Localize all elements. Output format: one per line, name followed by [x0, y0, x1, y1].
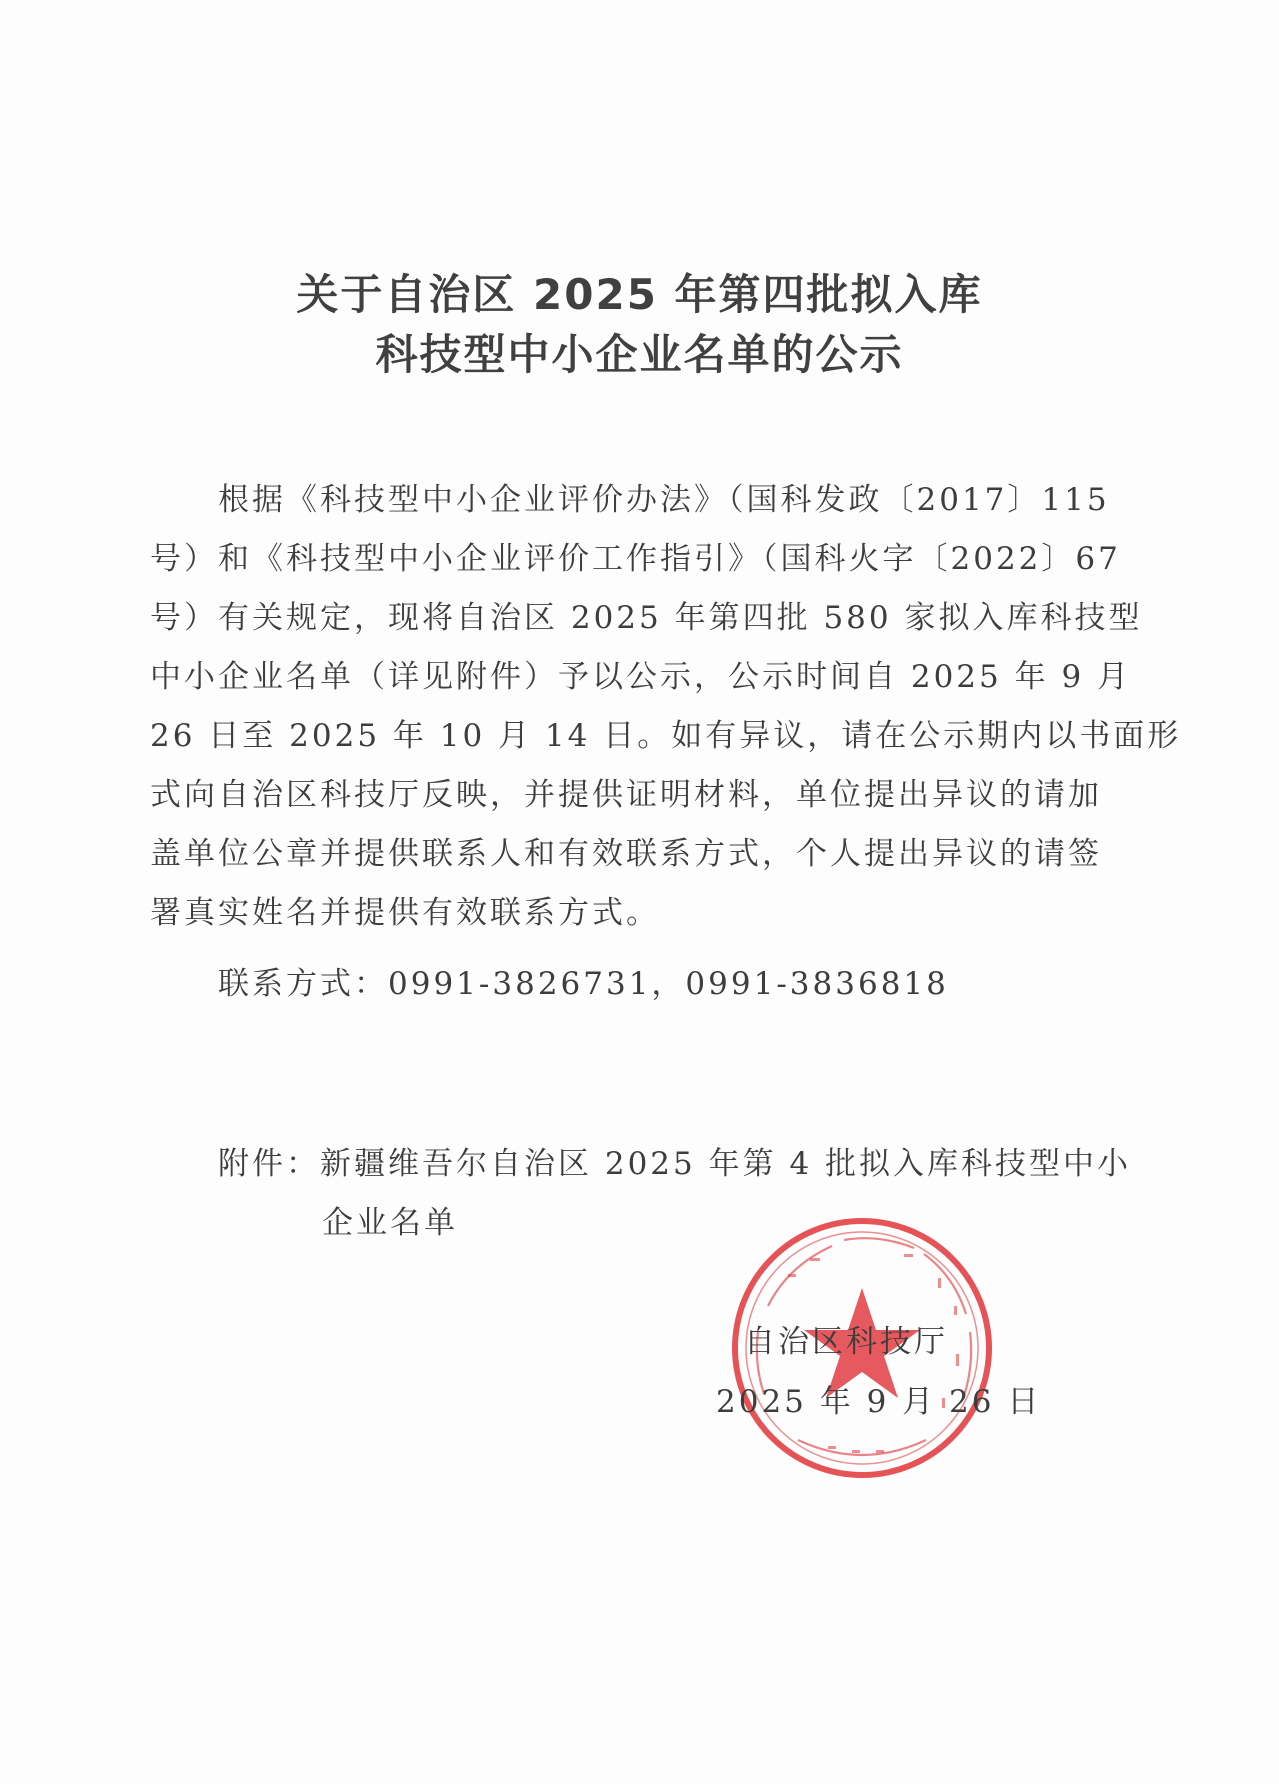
body-line-1: 根据《科技型中小企业评价办法》（国科发政〔2017〕115 [218, 482, 1110, 518]
body-line-7: 盖单位公章并提供联系人和有效联系方式，个人提出异议的请签 [150, 836, 1102, 872]
signature-date: 2025 年 9 月 26 日 [716, 1384, 1042, 1420]
attachment-line-1: 附件：新疆维吾尔自治区 2025 年第 4 批拟入库科技型中小 [218, 1146, 1132, 1182]
body-line-6: 式向自治区科技厅反映，并提供证明材料，单位提出异议的请加 [150, 777, 1102, 813]
contact-line: 联系方式：0991-3826731，0991-3836818 [218, 966, 949, 1002]
body-line-2: 号）和《科技型中小企业评价工作指引》（国科火字〔2022〕67 [150, 541, 1121, 577]
body-line-5: 26 日至 2025 年 10 月 14 日。如有异议，请在公示期内以书面形 [150, 718, 1182, 754]
title-line-2: 科技型中小企业名单的公示 [375, 330, 904, 379]
body-line-3: 号）有关规定，现将自治区 2025 年第四批 580 家拟入库科技型 [150, 600, 1143, 636]
signature-organization: 自治区科技厅 [744, 1324, 948, 1360]
body-line-8: 署真实姓名并提供有效联系方式。 [150, 895, 660, 931]
attachment-line-2: 企业名单 [322, 1205, 458, 1241]
body-line-4: 中小企业名单（详见附件）予以公示，公示时间自 2025 年 9 月 [150, 659, 1132, 695]
title-line-1: 关于自治区 2025 年第四批拟入库 [296, 270, 983, 319]
